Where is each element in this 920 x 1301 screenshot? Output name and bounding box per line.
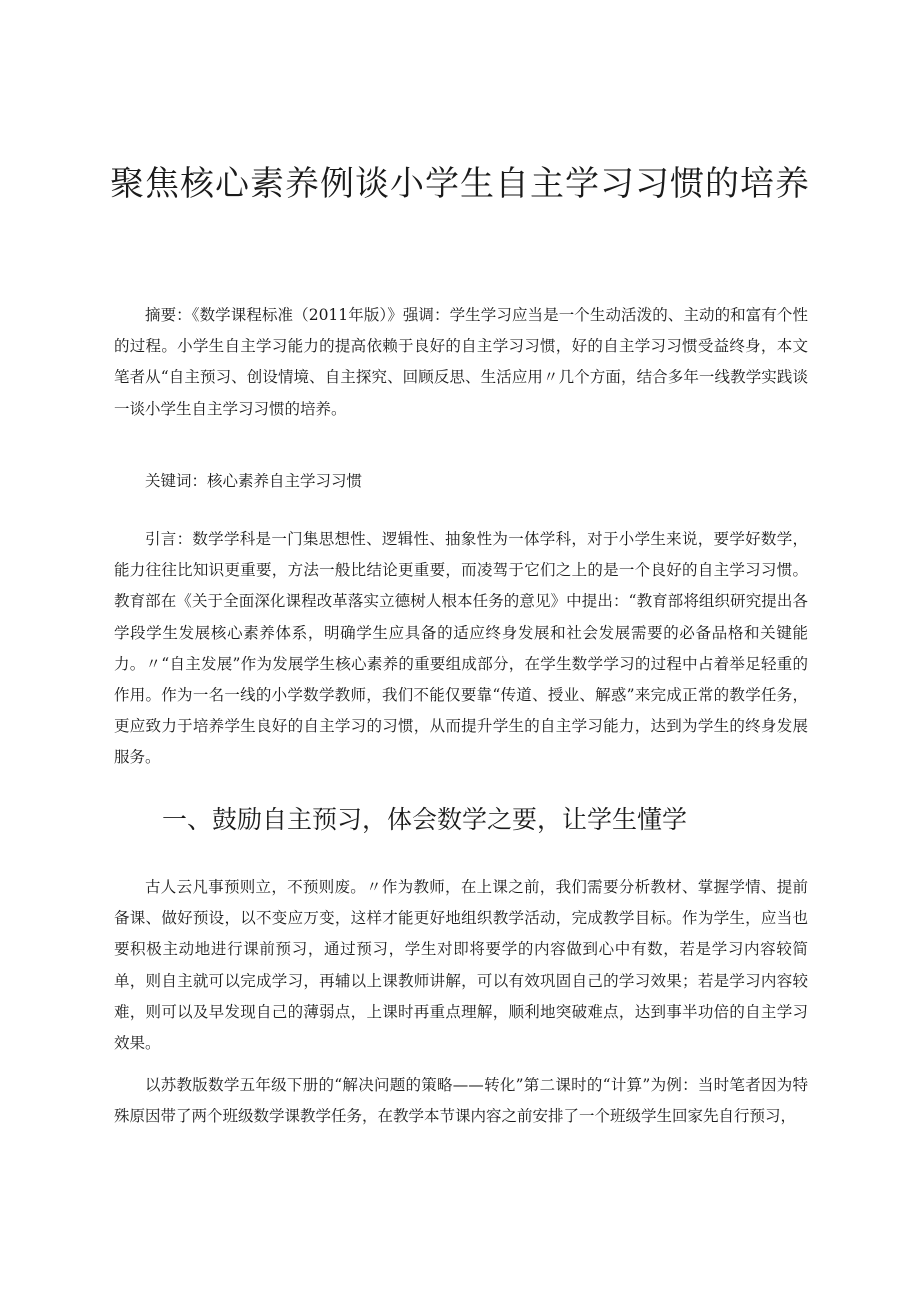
section-heading: 一、鼓励自主预习，体会数学之要，让学生懂学: [162, 805, 688, 834]
abstract-paragraph: 摘要：《数学课程标准（2011年版）》强调：学生学习应当是一个生动活泼的、主动的和富有个性的过程。小学生自主学习能力的提高依赖于良好的自主学习习惯，好的自主学习习惯受益终身，本文笔者从“自主预习、创设情境、自主探究、回顾反思、生活应用〃几个方面，结合多年一线教学实践谈一谈小学生自主学习习惯的培养。: [114, 306, 808, 418]
introduction-paragraph: 引言：数学学科是一门集思想性、逻辑性、抽象性为一体学科，对于小学生来说，要学好数学，能力往往比知识更重要，方法一般比结论更重要，而凌驾于它们之上的是一个良好的自主学习习惯。教育部在《关于全面深化课程改革落实立德树人根本任务的意见》中提出：“教育部将组织研究提出各学段学生发展核心素养体系，明确学生应具备的适应终身发展和社会发展需要的必备品格和关键能力。〃“自主发展”作为发展学生核心素养的重要组成部分，在学生数学学习的过程中占着举足轻重的作用。作为一名一线的小学数学教师，我们不能仅要靠“传道、授业、解惑”来完成正常的教学任务，更应致力于培养学生良好的自主学习的习惯，从而提升学生的自主学习能力，达到为学生的终身发展服务。: [114, 530, 808, 767]
keywords-paragraph: 关键词：核心素养自主学习习惯: [145, 472, 363, 490]
document-title: 聚焦核心素养例谈小学生自主学习习惯的培养: [110, 164, 810, 204]
body-paragraph-2: 以苏教版数学五年级下册的“解决问题的策略——转化”第二课时的“计算”为例：当时笔者因为特殊原因带了两个班级数学课教学任务，在教学本节课内容之前安排了一个班级学生回家先自行预习，: [114, 1076, 808, 1126]
body-paragraph: 古人云凡事预则立，不预则废。〃作为教师，在上课之前，我们需要分析教材、掌握学情、提前备课、做好预设，以不变应万变，这样才能更好地组织教学活动，完成教学目标。作为学生，应当也要积极主动地进行课前预习，通过预习，学生对即将要学的内容做到心中有数，若是学习内容较简单，则自主就可以完成学习，再辅以上课教师讲解，可以有效巩固自己的学习效果；若是学习内容较难，则可以及早发现自己的薄弱点，上课时再重点理解，顺利地突破难点，达到事半功倍的自主学习效果。: [114, 878, 808, 1053]
